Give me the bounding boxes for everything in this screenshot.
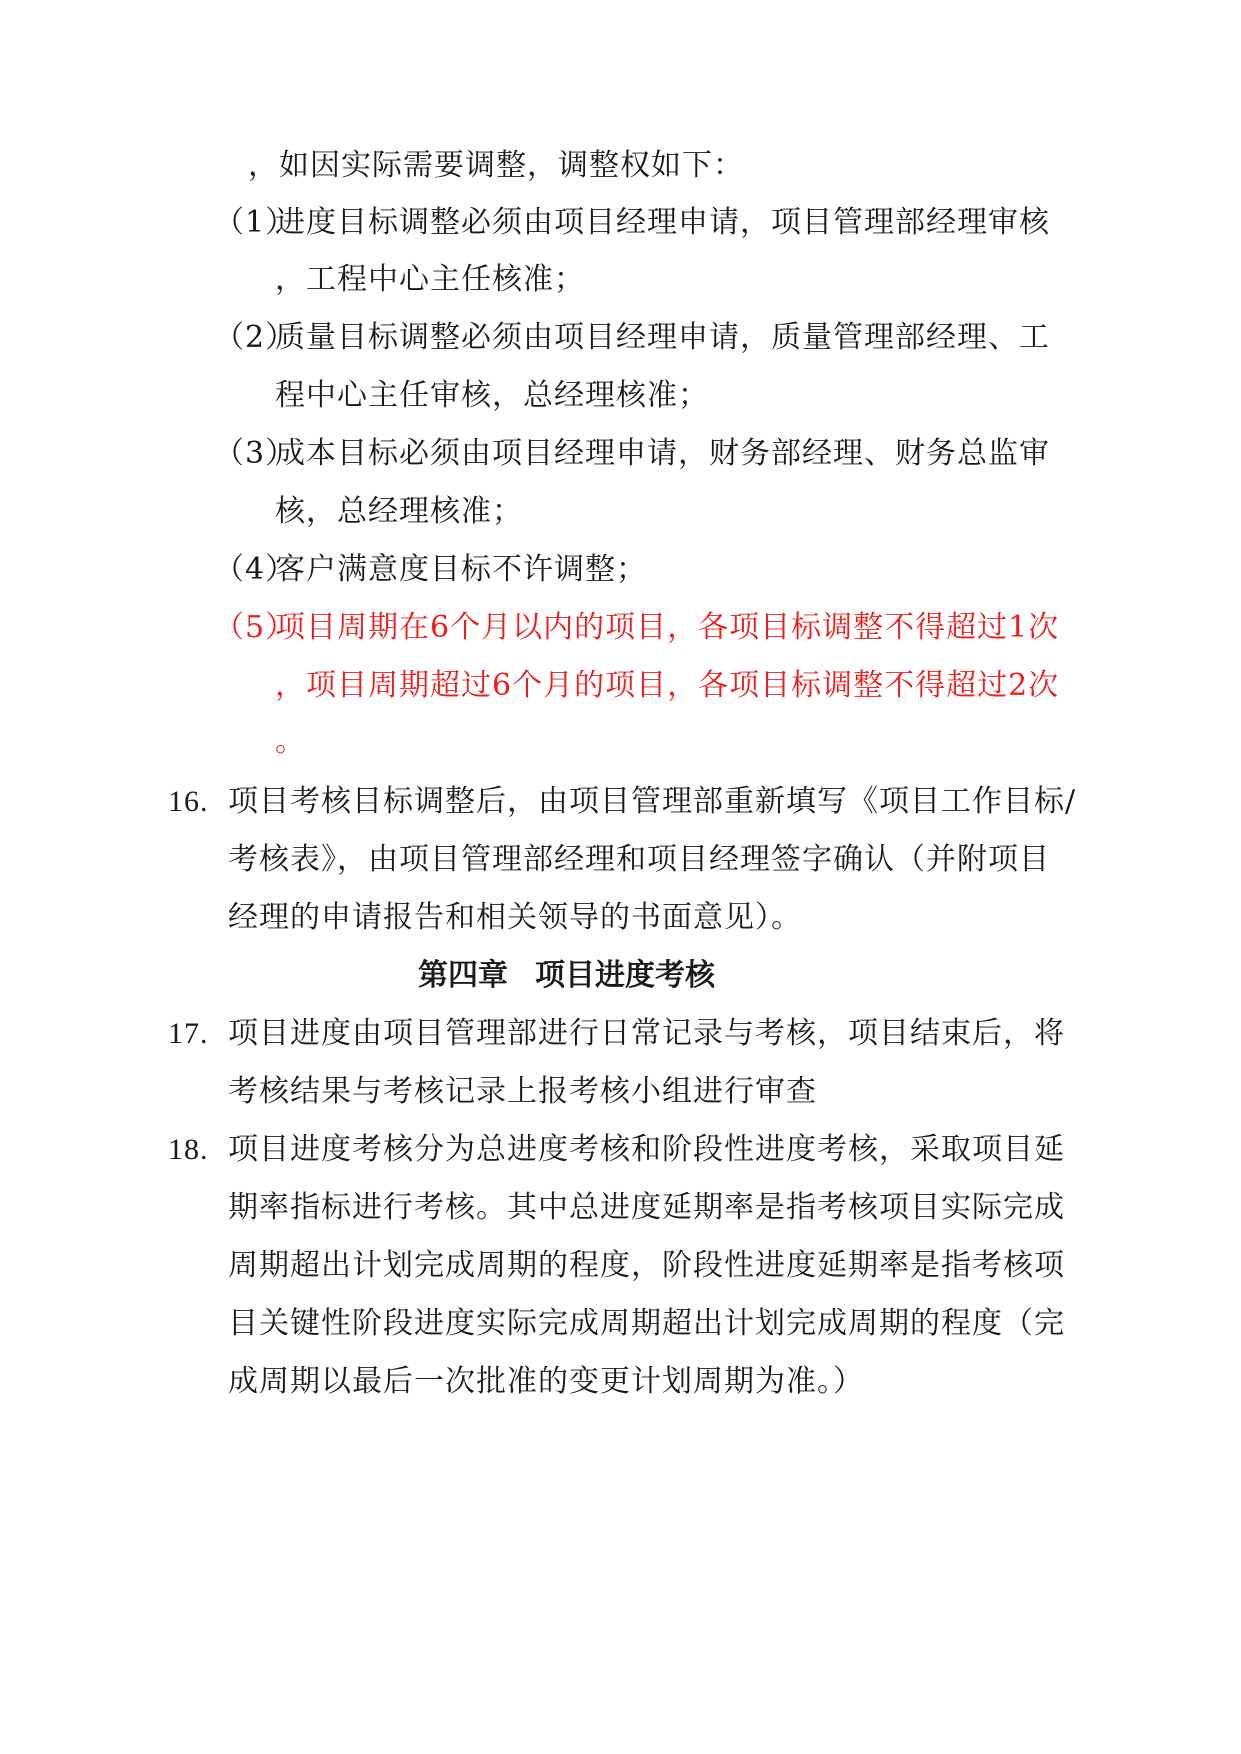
- item-3-line-2: 核，总经理核准；: [275, 494, 523, 529]
- item-2-line-1: 质量目标调整必须由项目经理申请，质量管理部经理、工: [275, 320, 1050, 355]
- chapter-title: 项目进度考核: [535, 958, 715, 993]
- clause-18-number: 18.: [168, 1133, 209, 1166]
- item-1-marker: （1）: [214, 205, 297, 240]
- clause-16-line-3: 经理的申请报告和相关领导的书面意见）。: [228, 900, 802, 935]
- item-2-line-2: 程中心主任审核，总经理核准；: [275, 378, 709, 413]
- item-5-line-2: ，项目周期超过6个月的项目，各项目标调整不得超过2次: [275, 668, 1060, 703]
- item-1-line-1: 进度目标调整必须由项目经理申请，项目管理部经理审核: [275, 205, 1050, 240]
- item-3-line-1: 成本目标必须由项目经理申请，财务部经理、财务总监审: [275, 436, 1050, 471]
- item-5-line-3: 。: [275, 724, 306, 759]
- item-3-marker: （3）: [214, 436, 297, 471]
- intro-line: ，如因实际需要调整，调整权如下：: [248, 148, 744, 183]
- clause-16-number: 16.: [168, 785, 209, 818]
- clause-16-line-2: 考核表》，由项目管理部经理和项目经理签字确认（并附项目: [228, 842, 1050, 877]
- clause-17-line-1: 项目进度由项目管理部进行日常记录与考核，项目结束后，将: [228, 1016, 1065, 1051]
- clause-18-line-1: 项目进度考核分为总进度考核和阶段性进度考核，采取项目延: [228, 1132, 1065, 1167]
- item-2-marker: （2）: [214, 320, 297, 355]
- clause-18-line-4: 目关键性阶段进度实际完成周期超出计划完成周期的程度（完: [228, 1306, 1065, 1341]
- clause-17-line-2: 考核结果与考核记录上报考核小组进行审查: [228, 1074, 817, 1109]
- chapter-label: 第四章: [418, 958, 508, 993]
- item-5-line-1: 项目周期在6个月以内的项目，各项目标调整不得超过1次: [275, 610, 1060, 645]
- clause-16-line-1: 项目考核目标调整后，由项目管理部重新填写《项目工作目标/: [228, 784, 1077, 819]
- clause-17-number: 17.: [168, 1017, 209, 1050]
- clause-18-line-3: 周期超出计划完成周期的程度，阶段性进度延期率是指考核项: [228, 1248, 1065, 1283]
- clause-18-line-2: 期率指标进行考核。其中总进度延期率是指考核项目实际完成: [228, 1190, 1065, 1225]
- item-4-line-1: 客户满意度目标不许调整；: [275, 552, 647, 587]
- item-4-marker: （4）: [214, 552, 297, 587]
- item-1-line-2: ，工程中心主任核准；: [275, 262, 585, 297]
- clause-18-line-5: 成周期以最后一次批准的变更计划周期为准。）: [228, 1364, 864, 1399]
- item-5-marker: （5）: [214, 610, 297, 645]
